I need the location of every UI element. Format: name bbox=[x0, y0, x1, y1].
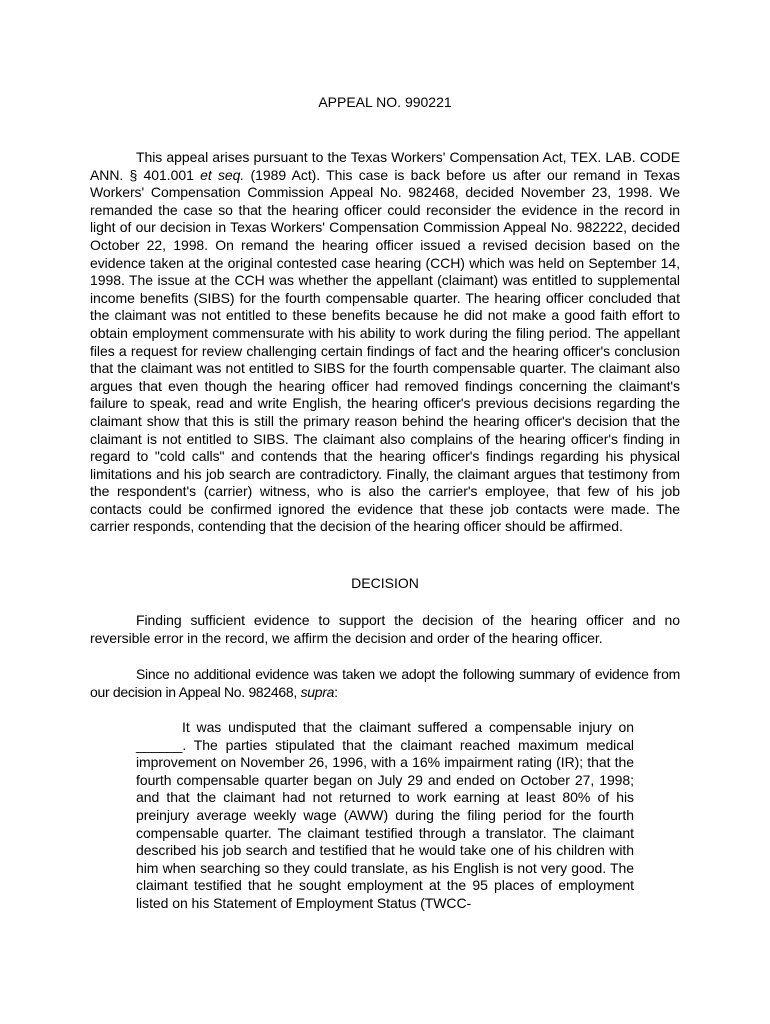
intro-text-part2: (1989 Act). This case is back before us after our remand in Texas Workers' Compensation Commission Appeal No. 982468, decided November 23, 1998. We remanded the case so that the hearing officer could reconsider the evidence in the record in light of our decision in Texas Workers' Compensation Commission Appeal No. 982222, decided October 22, 1998. On remand the hearing officer issued a revised decision based on the evidence taken at the original contested case hearing (CCH) which was held on September 14, 1998. The issue at the CCH was whether the appellant (claimant) was entitled to supplemental income benefits (SIBS) for the fourth compensable quarter. The hearing officer concluded that the claimant was not entitled to these benefits because he did not make a good faith effort to obtain employment commensurate with his ability to work during the filing period. The appellant files a request for review challenging certain findings of fact and the hearing officer's conclusion that the claimant was not entitled to SIBS for the fourth compensable quarter. The claimant also argues that even though the hearing officer had removed findings concerning the claimant's failure to speak, read and write English, the hearing officer's previous decisions regarding the claimant show that this is still the primary reason behind the hearing officer's decision that the claimant is not entitled to SIBS. The claimant also complains of the hearing officer's finding in regard to "cold calls" and contends that the hearing officer's findings regarding his physical limitations and his job search are contradictory. Finally, the claimant argues that testimony from the respondent's (carrier) witness, who is also the carrier's employee, that few of his job contacts could be confirmed ignored the evidence that these job contacts were made. The carrier responds, contending that the decision of the hearing officer should be affirmed. bbox=[90, 166, 680, 535]
intro-text-part1: This appeal arises pursuant to the Texas Workers' Compensation Act, TEX. LAB. CODE ANN. § 401.001 bbox=[90, 149, 680, 183]
appeal-number-heading: APPEAL NO. 990221 bbox=[318, 94, 452, 110]
summary-italic-supra: supra bbox=[300, 683, 335, 700]
summary-text-part2: : bbox=[334, 683, 338, 700]
intro-italic-et-seq: et seq. bbox=[200, 166, 245, 183]
summary-paragraph bbox=[90, 666, 680, 701]
quoted-evidence-paragraph: It was undisputed that the claimant suffered a compensable injury on ______. The parties stipulated that the claimant reached maximum medical improvement on November 26, 1996, with a 16% impairment rating (IR); that the fourth compensable quarter began on July 29 and ended on October 27, 1998; and that the claimant had not returned to work earning at least 80% of his preinjury average weekly wage (AWW) during the filing period for the fourth compensable quarter. The claimant testified through a translator. The claimant described his job search and testified that he would take one of his children with him when searching so they could translate, as his English is not very good. The claimant testified that he sought employment at the 95 places of employment listed on his Statement of Employment Status (TWCC- bbox=[136, 719, 634, 911]
decision-paragraph: Finding sufficient evidence to support the decision of the hearing officer and no reversible error in the record, we affirm the decision and order of the hearing officer. bbox=[90, 612, 680, 646]
decision-heading: DECISION bbox=[351, 575, 419, 591]
intro-paragraph bbox=[90, 149, 680, 536]
summary-text-part1: Since no additional evidence was taken we adopt the following summary of evidence from our decision in Appeal No. 982468, bbox=[90, 666, 680, 700]
